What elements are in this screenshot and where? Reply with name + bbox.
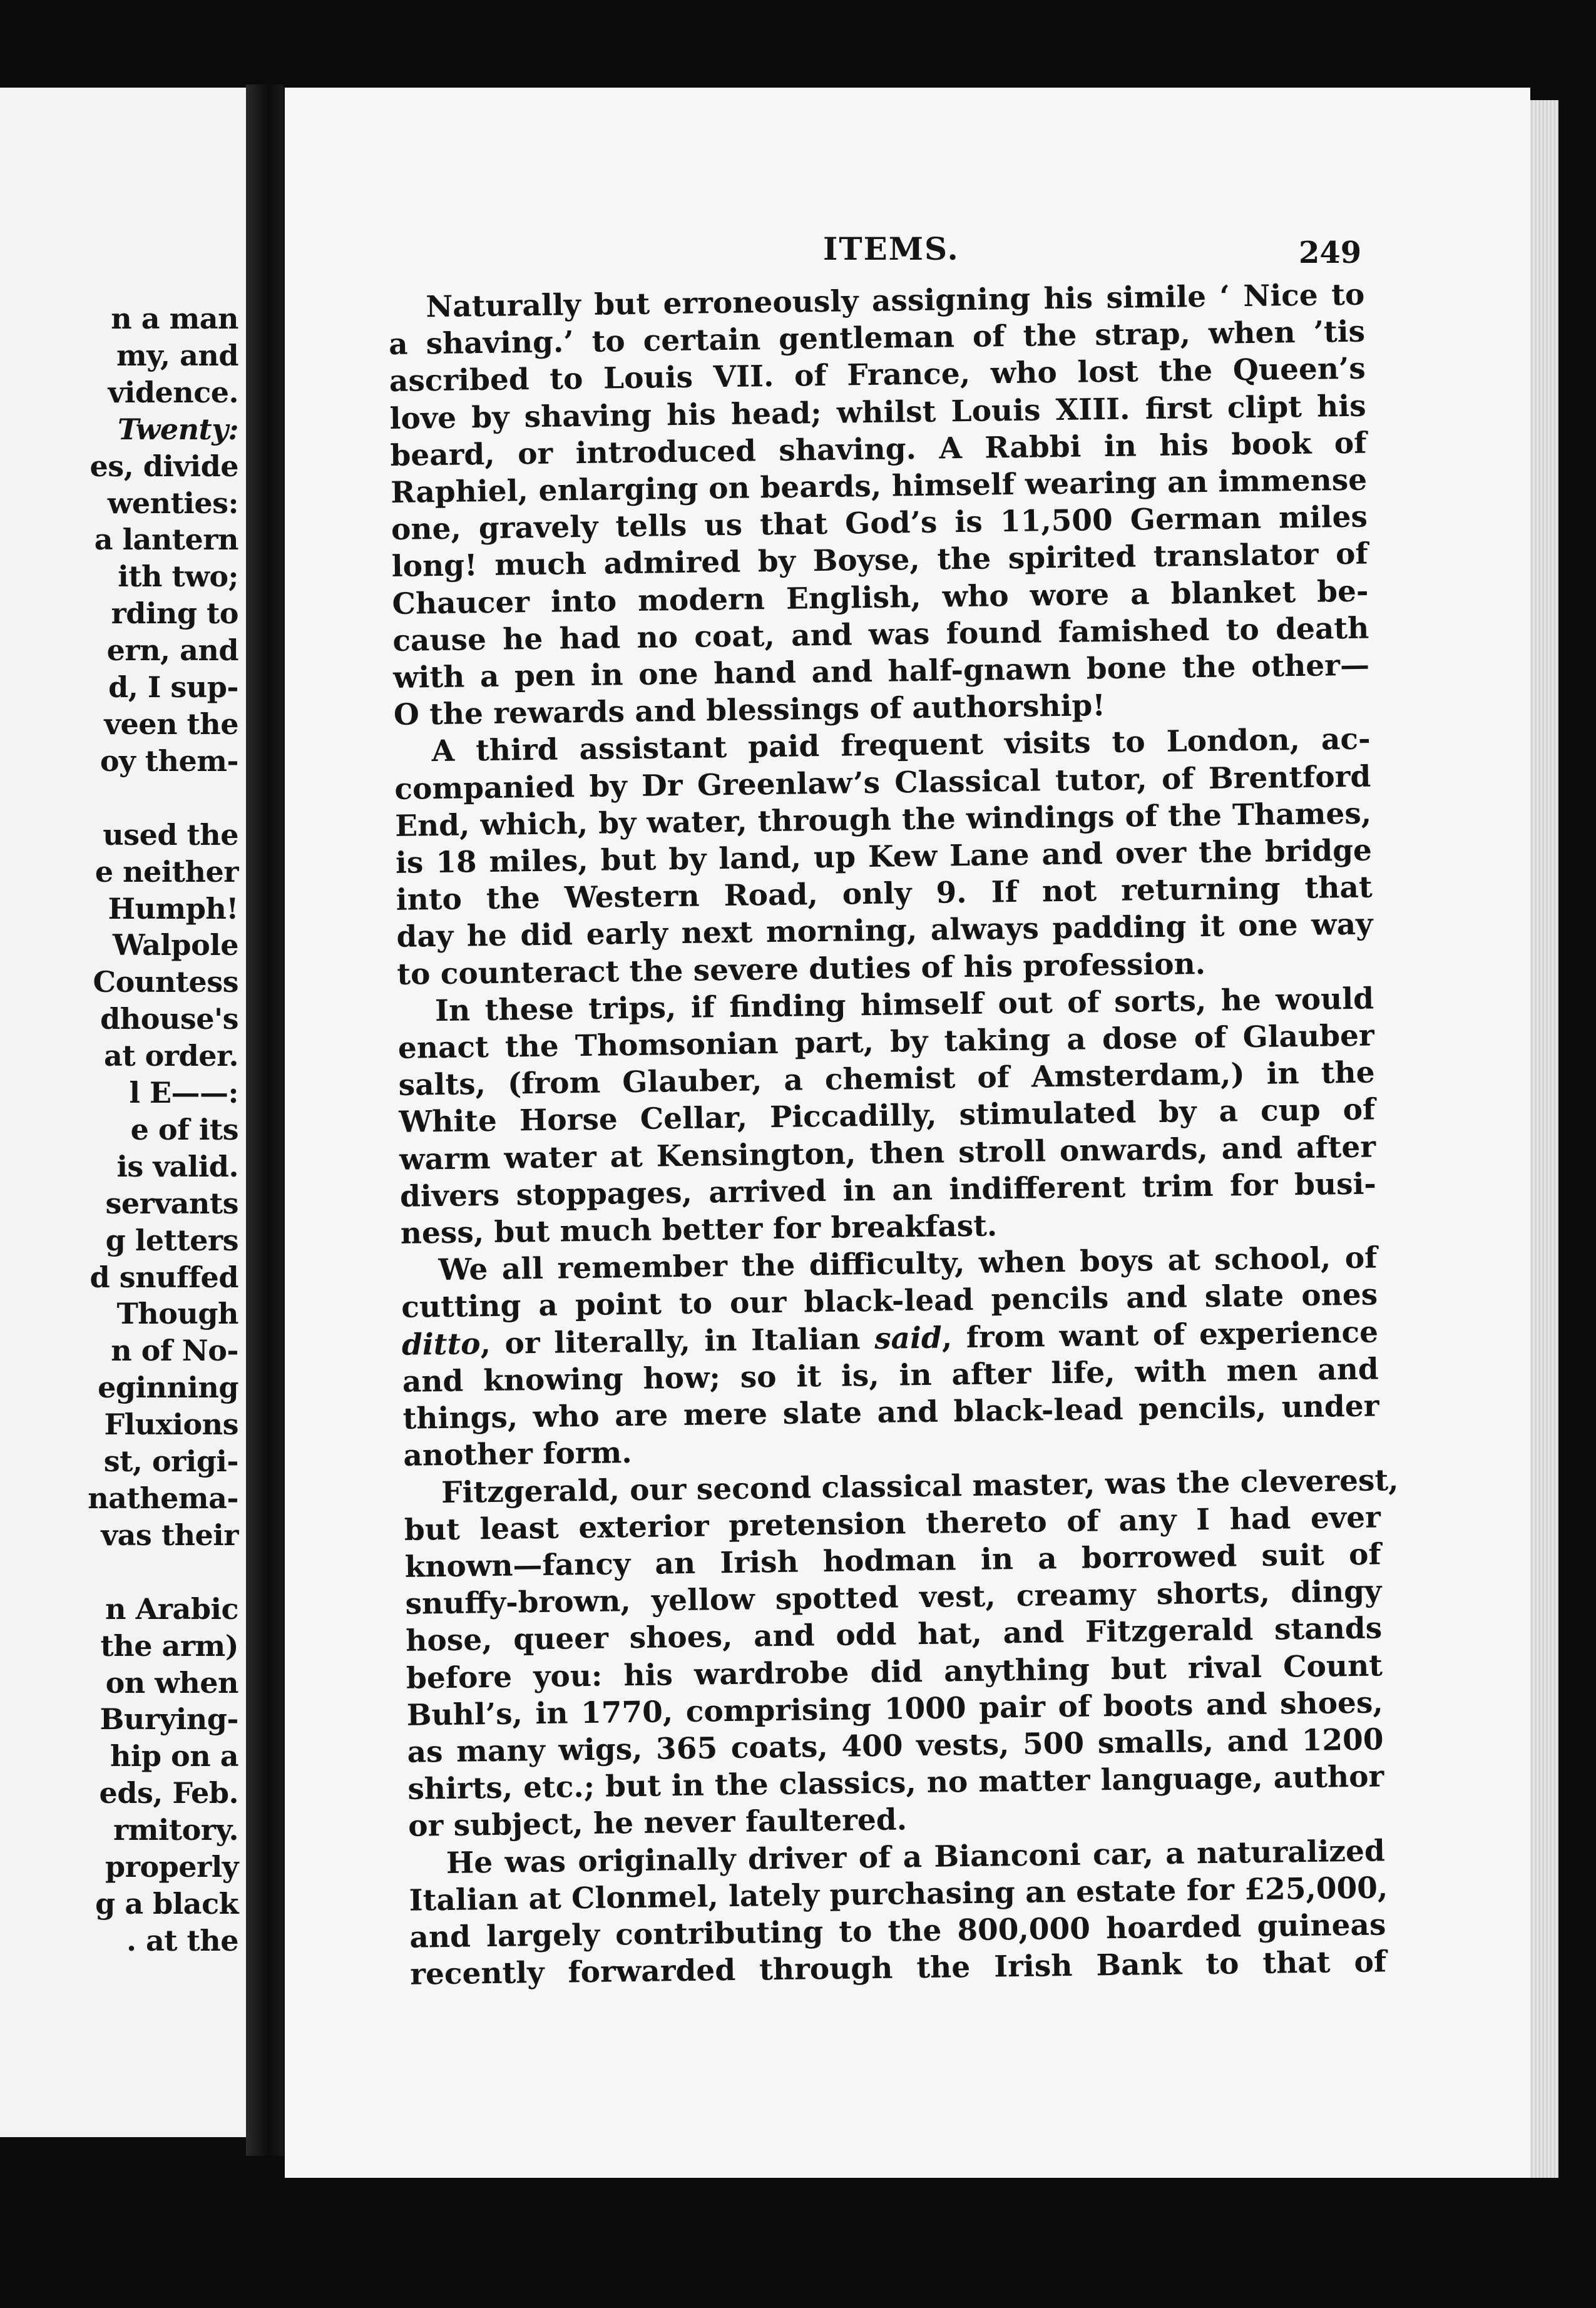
left-page-line: eginning: [98, 1371, 238, 1405]
left-page-line: l E——:: [129, 1076, 238, 1110]
left-page-line: ern, and: [106, 633, 238, 668]
text-line: End, which, by water, through the windings of the Thames,: [394, 796, 1372, 844]
text-line: warm water at Kensington, then stroll onwards, and after: [399, 1130, 1376, 1177]
text-line: into the Western Road, only 9. If not returning that: [396, 870, 1373, 918]
left-page-line: oy them-: [100, 743, 238, 778]
left-page-line: . at the: [126, 1923, 238, 1958]
text-line: companied by Dr Greenlaw’s Classical tutor, of Brentford: [394, 759, 1371, 807]
text-line: things, who are mere slate and black-lead pencils, under: [402, 1389, 1379, 1436]
text-line: and largely contributing to the 800,000 hoarded guineas: [409, 1907, 1386, 1955]
text-line: to counteract the severe duties of his profession.: [396, 946, 1206, 992]
text-line: He was originally driver of a Bianconi car, a naturalized: [446, 1833, 1386, 1881]
text-run: , or literally, in Italian: [480, 1321, 875, 1361]
background-edge: [1558, 88, 1596, 2190]
left-page-line: a lantern: [94, 523, 238, 557]
italic-word: ditto: [401, 1326, 481, 1362]
left-page-line: veen the: [104, 707, 238, 741]
left-page-text: [88, 300, 238, 1959]
left-page-line: vas their: [101, 1518, 238, 1552]
left-page-line: is valid.: [116, 1149, 238, 1183]
text-line: another form.: [403, 1436, 633, 1474]
text-line: Italian at Clonmel, lately purchasing an estate for £25,000,: [409, 1871, 1388, 1918]
text-line: O the rewards and blessings of authorship!: [393, 688, 1106, 733]
page-number: 249: [1299, 235, 1362, 270]
text-line: cutting a point to our black-lead pencils and slate ones: [401, 1277, 1378, 1325]
text-line: Fitzgerald, our second classical master, was the cleverest,: [441, 1463, 1399, 1510]
left-page-line: hip on a: [110, 1739, 238, 1774]
left-page-line: at order.: [104, 1039, 238, 1073]
text-line: In these trips, if finding himself out of sorts, he would: [434, 981, 1374, 1028]
text-line: cause he had no coat, and was found famished to death: [392, 611, 1369, 658]
left-page-line: [88, 780, 238, 817]
left-page-line: on when: [105, 1665, 238, 1700]
left-page-line: es, divide: [90, 449, 238, 483]
left-page-line: rmitory.: [113, 1813, 238, 1847]
left-page-line: d snuffed: [90, 1260, 238, 1294]
left-page-line: properly: [105, 1850, 238, 1884]
text-line: as many wigs, 365 coats, 400 vests, 500 smalls, and 1200: [407, 1722, 1384, 1770]
text-line: snuffy-brown, yellow spotted vest, creamy shorts, dingy: [405, 1574, 1382, 1621]
left-page-line: Humph!: [108, 891, 238, 926]
text-line: with a pen in one hand and half-gnawn bone the other—: [392, 648, 1370, 695]
left-page-line: the arm): [100, 1628, 238, 1663]
left-page-line: wenties:: [107, 486, 238, 520]
running-head: ITEMS.: [823, 230, 959, 267]
left-page-line: servants: [105, 1186, 238, 1220]
text-line: one, gravely tells us that God’s is 11,500 German miles: [391, 499, 1368, 548]
text-line: before you: his wardrobe did anything but rival Count: [406, 1648, 1383, 1696]
left-page-line: Though: [116, 1297, 238, 1331]
left-page-line: my, and: [116, 338, 238, 372]
left-page-line: n Arabic: [105, 1591, 238, 1626]
text-line: a shaving.’ to certain gentleman of the strap, when ’tis: [388, 314, 1366, 362]
text-line: salts, (from Glauber, a chemist of Amsterdam,) in the: [398, 1055, 1375, 1103]
text-line: Buhl’s, in 1770, comprising 1000 pair of boots and shoes,: [406, 1685, 1384, 1733]
text-line: Raphiel, enlarging on beards, himself wearing an immense: [390, 462, 1368, 510]
left-page-line: e neither: [95, 854, 238, 889]
left-page-line: n a man: [111, 302, 238, 335]
left-page-line: st, origi-: [103, 1444, 238, 1479]
text-line: is 18 miles, but by land, up Kew Lane and over the bridge: [395, 833, 1373, 881]
left-page-line: ith two;: [118, 559, 238, 594]
left-page-line: vidence.: [108, 375, 238, 409]
left-page-line: rding to: [111, 596, 238, 631]
left-page-line: Burying-: [100, 1702, 238, 1737]
text-line: We all remember the difficulty, when boys at school, of: [438, 1240, 1378, 1288]
text-line: but least exterior pretension thereto of any I had ever: [404, 1500, 1381, 1548]
left-page-line: d, I sup-: [108, 670, 238, 705]
text-line: and knowing how; so it is, in after life, with men and: [402, 1352, 1379, 1399]
text-line: Naturally but erroneously assigning his simile ‘ Nice to: [426, 277, 1365, 325]
left-page-line: g a black: [95, 1886, 238, 1921]
text-line: or subject, he never faultered.: [407, 1802, 908, 1844]
left-page-line: Fluxions: [104, 1407, 238, 1442]
text-line: day he did early next morning, always padding it one way: [396, 907, 1373, 955]
page-edge: [1530, 100, 1558, 2178]
text-line: divers stoppages, arrived in an indifferent trim for busi-: [399, 1167, 1377, 1214]
left-page-line: nathema-: [88, 1481, 238, 1515]
text-line: known—fancy an Irish hodman in a borrowed suit of: [404, 1537, 1381, 1585]
text-line: Chaucer into modern English, who wore a blanket be-: [392, 574, 1369, 621]
text-line: A third assistant paid frequent visits to London, ac-: [431, 722, 1371, 769]
text-line: shirts, etc.; but in the classics, no matter language, author: [407, 1759, 1384, 1807]
text-line: enact the Thomsonian part, by taking a dose of Glauber: [397, 1018, 1375, 1066]
left-page: [0, 88, 246, 2137]
text-line: love by shaving his head; whilst Louis XIII. first clipt his: [389, 389, 1366, 436]
body-text: [388, 277, 1399, 1994]
left-page-line: Countess: [93, 965, 238, 999]
left-page-line: dhouse's: [100, 1002, 238, 1036]
left-page-line: e of its: [130, 1112, 238, 1146]
left-page-line: [88, 1554, 238, 1591]
italic-word: said: [874, 1320, 943, 1356]
text-line: hose, queer shoes, and odd hat, and Fitzgerald stands: [405, 1611, 1383, 1659]
text-line: long! much admired by Boyse, the spirited translator of: [391, 536, 1369, 585]
left-page-line: Walpole: [112, 928, 238, 963]
left-page-line: used the: [103, 817, 238, 852]
text-line: White Horse Cellar, Piccadilly, stimulated by a cup of: [399, 1092, 1376, 1140]
left-page-line: Twenty:: [118, 412, 238, 446]
book-gutter: [246, 84, 284, 2156]
text-run: , from want of experience: [941, 1315, 1379, 1356]
text-line: recently forwarded through the Irish Bank to that of: [409, 1944, 1387, 1992]
text-line: beard, or introduced shaving. A Rabbi in his book of: [390, 426, 1367, 473]
text-line: ness, but much better for breakfast.: [400, 1208, 998, 1251]
left-page-line: g letters: [105, 1223, 238, 1257]
left-page-line: n of No-: [111, 1334, 238, 1368]
left-page-line: eds, Feb.: [99, 1776, 238, 1810]
text-line: ascribed to Louis VII. of France, who lost the Queen’s: [389, 351, 1366, 399]
